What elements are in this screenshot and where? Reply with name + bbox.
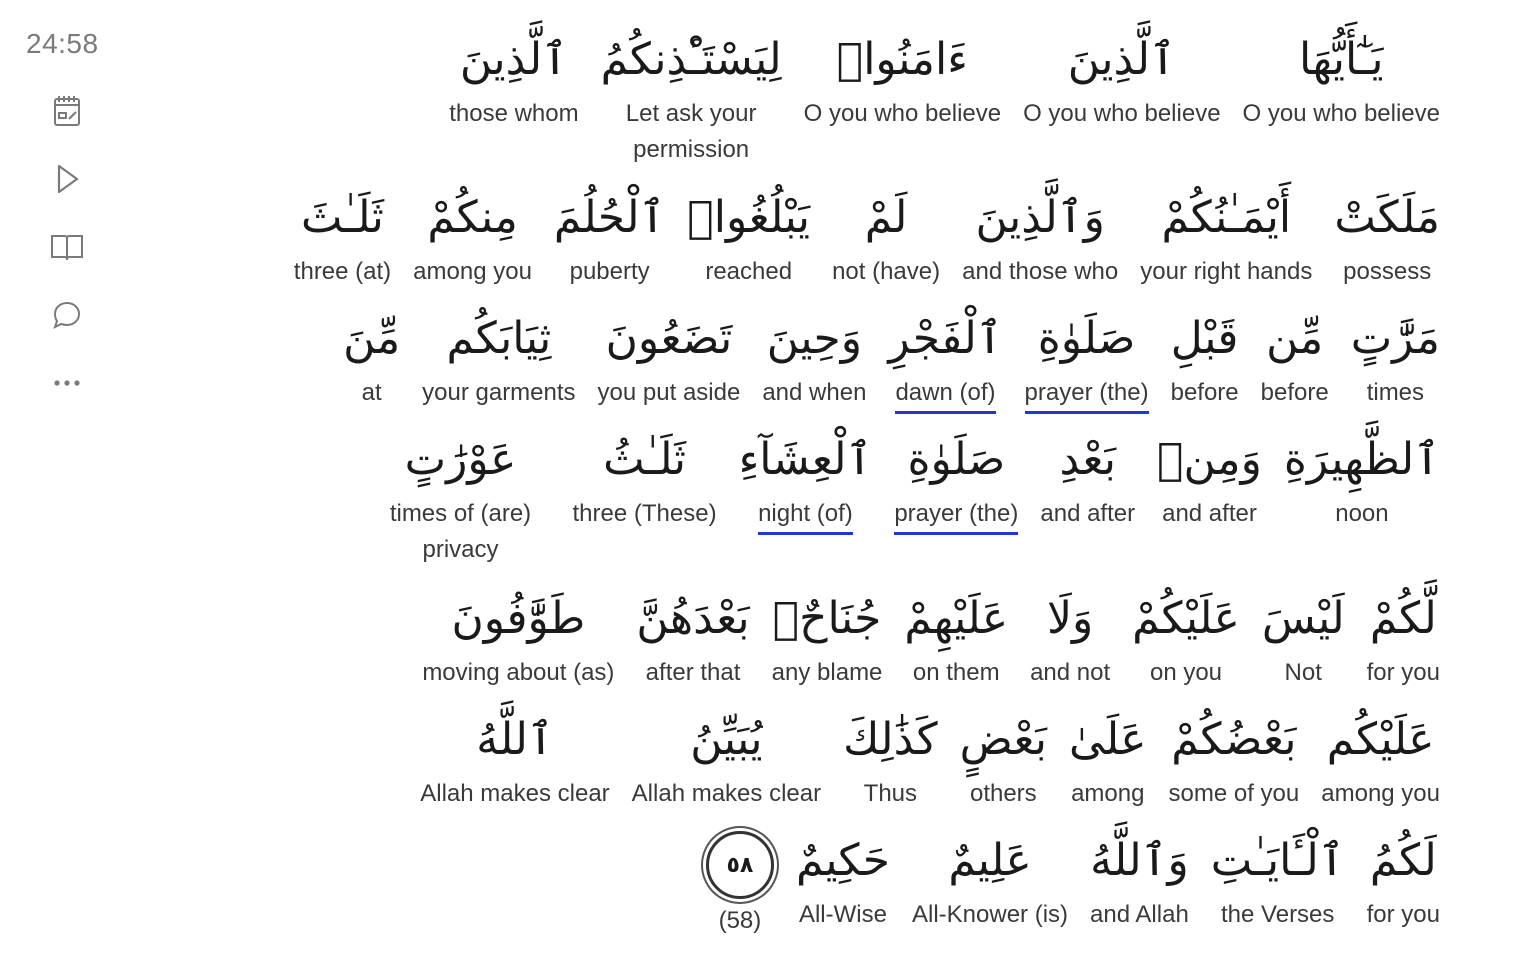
word-item[interactable]	[601, 24, 782, 168]
verse-line	[294, 182, 1440, 290]
arabic-word: عَوْرَٰتٍ	[404, 434, 517, 485]
arabic-word: ثَلَـٰثَ	[301, 192, 384, 243]
english-translation: Allah makes clear	[420, 780, 610, 807]
english-translation: O you who believe	[803, 100, 1002, 127]
arabic-word: ٱلَّذِينَ	[1067, 34, 1176, 85]
english-translation: on them	[912, 659, 1000, 686]
arabic-word: عَلَىٰ	[1069, 714, 1147, 765]
word-item[interactable]	[843, 704, 938, 812]
arabic-word: وَلَا	[1046, 593, 1094, 644]
english-translation: and those who	[962, 258, 1119, 285]
word-item[interactable]	[832, 182, 940, 290]
sidebar	[0, 0, 140, 976]
word-item[interactable]	[687, 182, 810, 290]
arabic-word: عَلَيْكُم	[1326, 714, 1435, 765]
english-translation: before	[1260, 379, 1329, 406]
arabic-word: ٱللَّهُ	[476, 714, 554, 765]
english-translation: the Verses	[1221, 901, 1335, 928]
arabic-word: مَرَّٰتٍ	[1350, 313, 1440, 364]
word-item[interactable]	[573, 424, 717, 532]
english-translation: at	[361, 379, 382, 406]
english-translation: your right hands	[1140, 258, 1313, 285]
word-item[interactable]	[449, 24, 578, 132]
english-translation: Allah makes clear	[631, 780, 822, 807]
word-item[interactable]	[294, 182, 391, 290]
english-translation: times	[1366, 379, 1425, 406]
word-item[interactable]	[343, 303, 400, 411]
word-item[interactable]	[962, 182, 1118, 290]
arabic-word: حَكِيمٌ	[795, 835, 890, 886]
arabic-word: صَلَوٰةِ	[907, 434, 1006, 485]
english-translation: your garments	[422, 379, 576, 406]
arabic-word: لِيَسْتَـْٔذِنكُمُ	[600, 34, 782, 85]
verse-line	[343, 303, 1440, 414]
english-translation: and when	[762, 379, 867, 406]
arabic-word: أَيْمَـٰنُكُمْ	[1161, 192, 1292, 243]
word-item[interactable]	[1169, 704, 1300, 812]
book-icon[interactable]	[50, 230, 84, 264]
english-translation: you put aside	[597, 379, 741, 406]
ayah-end-marker: ٥٨	[706, 831, 774, 899]
arabic-word: ٱلْعِشَآءِ	[738, 434, 873, 485]
word-item[interactable]	[960, 704, 1047, 812]
word-item[interactable]	[1261, 303, 1329, 411]
word-item[interactable]	[1367, 825, 1440, 933]
word-item[interactable]	[1025, 303, 1149, 414]
english-translation: not (have)	[832, 258, 941, 285]
english-translation: moving about (as)	[422, 659, 615, 686]
word-item[interactable]	[1351, 303, 1440, 411]
arabic-word: لَمْ	[864, 192, 908, 243]
arabic-word: لَكُمُ	[1369, 835, 1437, 886]
verse-line	[449, 24, 1440, 168]
english-translation: and Allah	[1090, 901, 1189, 928]
arabic-word: عَلِيمٌ	[948, 835, 1032, 886]
word-item[interactable]	[1023, 24, 1220, 132]
english-translation: for you	[1366, 901, 1440, 928]
english-translation: others	[969, 780, 1037, 807]
arabic-word: وَمِنۢ	[1157, 434, 1262, 485]
word-item[interactable]	[1367, 583, 1440, 691]
english-translation: for you	[1366, 659, 1440, 686]
word-item[interactable]	[1243, 24, 1440, 132]
english-translation: night (of)	[758, 496, 853, 535]
arabic-word: بَعْضٍ	[959, 714, 1048, 765]
word-item[interactable]	[1069, 704, 1147, 812]
english-translation: on you	[1149, 659, 1223, 686]
word-item[interactable]	[1171, 303, 1239, 411]
arabic-word: مِنكُمْ	[427, 192, 518, 243]
english-translation: Thus	[863, 780, 918, 807]
english-translation: noon	[1335, 500, 1389, 527]
english-translation: Let ask your permission	[625, 100, 757, 163]
word-item[interactable]	[598, 303, 741, 411]
verse-line	[422, 583, 1440, 691]
english-translation: O you who believe	[1023, 100, 1221, 127]
comment-icon[interactable]	[50, 298, 84, 332]
arabic-word: عَلَيْهِمْ	[904, 593, 1009, 644]
word-item[interactable]	[772, 583, 883, 691]
arabic-word: ٱلظَّهِيرَةِ	[1283, 434, 1440, 485]
english-translation: prayer (the)	[894, 496, 1018, 535]
english-translation: among you	[413, 258, 532, 285]
word-item[interactable]	[804, 24, 1001, 132]
english-translation: times of (are) privacy	[389, 500, 532, 563]
arabic-word: ٱلْـَٔايَـٰتِ	[1210, 835, 1345, 886]
english-translation: after that	[645, 659, 741, 686]
word-item[interactable]	[739, 424, 873, 535]
arabic-word: ٱلَّذِينَ	[459, 34, 568, 85]
arabic-word: مِّن	[1266, 313, 1324, 364]
word-item[interactable]	[1262, 583, 1345, 691]
verse-line	[706, 825, 1440, 939]
word-item[interactable]	[1030, 583, 1110, 691]
arabic-word: تَضَعُونَ	[605, 313, 733, 364]
english-translation: Not	[1284, 659, 1322, 686]
clock-time: 24:58	[26, 28, 99, 59]
word-item[interactable]	[632, 704, 821, 812]
verse-line	[371, 424, 1441, 568]
word-item[interactable]	[1211, 825, 1345, 933]
arabic-word: مِّنَ	[343, 313, 401, 364]
arabic-word: يَـٰٓأَيُّهَا	[1299, 34, 1384, 85]
arabic-word: يُبَيِّنُ	[690, 714, 763, 765]
english-translation: among	[1071, 780, 1145, 807]
ayah-number[interactable]	[706, 825, 774, 939]
english-translation: prayer (the)	[1025, 375, 1149, 414]
english-translation: All-Knower (is)	[912, 901, 1069, 928]
word-item[interactable]	[762, 303, 866, 411]
english-translation: before	[1170, 379, 1239, 406]
english-translation: and not	[1030, 659, 1111, 686]
english-translation: and after	[1040, 500, 1136, 527]
word-item[interactable]	[912, 825, 1068, 933]
arabic-word: ءَامَنُوا۟	[836, 34, 968, 85]
arabic-word: وَٱلَّذِينَ	[975, 192, 1105, 243]
arabic-word: ٱلْحُلُمَ	[553, 192, 666, 243]
arabic-word: جُنَاحٌۢ	[772, 593, 882, 644]
more-icon[interactable]	[50, 366, 84, 400]
word-item[interactable]	[636, 583, 749, 691]
arabic-word: ثَلَـٰثُ	[603, 434, 686, 485]
english-translation: All-Wise	[798, 901, 887, 928]
word-item[interactable]	[1140, 182, 1312, 290]
word-item[interactable]	[554, 182, 665, 290]
arabic-word: صَلَوٰةِ	[1037, 313, 1136, 364]
english-translation: those whom	[449, 100, 579, 127]
verse-line	[420, 704, 1440, 812]
word-item[interactable]	[1132, 583, 1240, 691]
english-translation: O you who believe	[1242, 100, 1440, 127]
english-translation: some of you	[1168, 780, 1300, 807]
arabic-word: عَلَيْكُمْ	[1132, 593, 1240, 644]
arabic-word: ثِيَابَكُم	[446, 313, 552, 364]
word-item[interactable]	[420, 704, 609, 812]
arabic-word: كَذَٰلِكَ	[843, 714, 938, 765]
word-item[interactable]	[422, 303, 575, 411]
english-translation: possess	[1343, 258, 1432, 285]
word-item[interactable]	[904, 583, 1008, 691]
arabic-word: بَعْضُكُمْ	[1171, 714, 1297, 765]
word-item[interactable]	[888, 303, 1002, 414]
word-item[interactable]	[894, 424, 1018, 535]
arabic-word: وَٱللَّهُ	[1090, 835, 1189, 886]
english-translation: reached	[705, 258, 793, 285]
word-item[interactable]	[371, 424, 551, 568]
word-item[interactable]	[1334, 182, 1440, 290]
english-translation: three (These)	[572, 500, 717, 527]
arabic-word: مَلَكَتْ	[1334, 192, 1440, 243]
english-translation: (58)	[718, 907, 762, 934]
notebook-icon[interactable]	[50, 94, 84, 128]
english-translation: dawn (of)	[895, 375, 995, 414]
arabic-word: بَعْدِ	[1059, 434, 1117, 485]
word-item[interactable]	[1284, 424, 1440, 532]
play-icon[interactable]	[50, 162, 84, 196]
arabic-word: ٱلْفَجْرِ	[888, 313, 1003, 364]
word-item[interactable]	[1040, 424, 1135, 532]
arabic-word: وَحِينَ	[766, 313, 862, 364]
arabic-word: طَوَّٰفُونَ	[451, 593, 586, 644]
english-translation: three (at)	[293, 258, 392, 285]
word-item[interactable]	[796, 825, 890, 933]
arabic-word: قَبْلِ	[1170, 313, 1239, 364]
english-translation: any blame	[771, 659, 883, 686]
arabic-word: يَبْلُغُوا۟	[687, 192, 811, 243]
word-item[interactable]	[422, 583, 614, 691]
arabic-word: بَعْدَهُنَّ	[636, 593, 750, 644]
word-item[interactable]	[1321, 704, 1440, 812]
word-item[interactable]	[1090, 825, 1189, 933]
english-translation: and after	[1162, 500, 1257, 527]
arabic-word: لَّكُمْ	[1369, 593, 1437, 644]
word-item[interactable]	[413, 182, 532, 290]
arabic-word: لَيْسَ	[1261, 593, 1345, 644]
english-translation: puberty	[569, 258, 650, 285]
verse-content	[240, 24, 1440, 964]
english-translation: among you	[1321, 780, 1440, 807]
word-item[interactable]	[1157, 424, 1262, 532]
